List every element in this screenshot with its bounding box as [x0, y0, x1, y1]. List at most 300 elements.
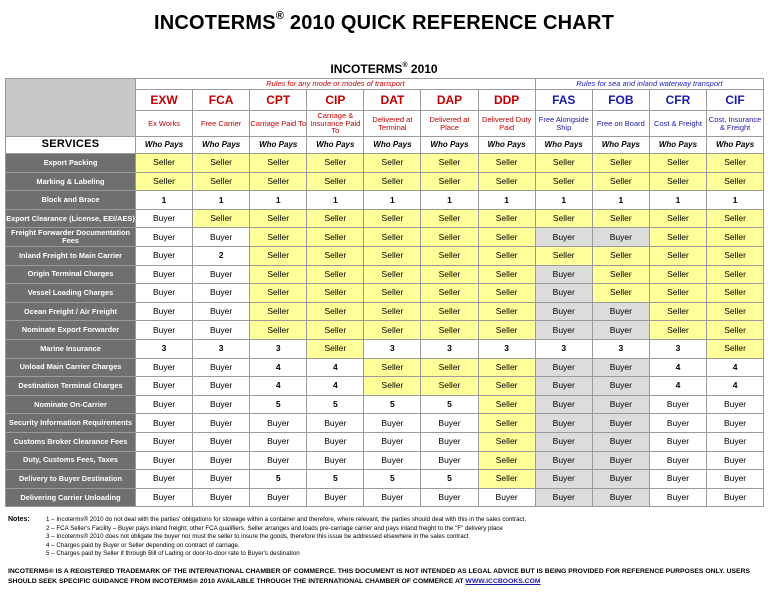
table-cell: 3 [535, 339, 592, 358]
term-code-cif: CIF [707, 90, 764, 111]
table-cell: Seller [535, 172, 592, 191]
table-cell: Buyer [535, 488, 592, 507]
who-pays-label: Who Pays [136, 137, 193, 154]
rules-sea-label: Rules for sea and inland waterway transport [535, 79, 763, 90]
table-cell: 3 [478, 339, 535, 358]
table-row [6, 451, 764, 470]
table-cell: Buyer [364, 432, 421, 451]
table-row [6, 265, 764, 284]
table-cell: Buyer [421, 414, 478, 433]
table-cell: Seller [421, 358, 478, 377]
table-cell: Seller [421, 172, 478, 191]
table-cell: Buyer [707, 451, 764, 470]
table-cell: Seller [307, 284, 364, 303]
registered-mark: ® [275, 10, 285, 22]
table-cell: Seller [307, 228, 364, 247]
table-cell: Buyer [193, 358, 250, 377]
table-cell: 1 [707, 191, 764, 210]
table-cell: Seller [478, 284, 535, 303]
table-cell: Seller [592, 265, 649, 284]
term-desc-ddp: Delivered Duty Paid [478, 111, 535, 137]
table-cell: Buyer [649, 488, 706, 507]
who-pays-label: Who Pays [307, 137, 364, 154]
term-desc-cfr: Cost & Freight [649, 111, 706, 137]
table-cell: 1 [478, 191, 535, 210]
table-cell: Seller [535, 209, 592, 228]
disclaimer-text: INCOTERMS® IS A REGISTERED TRADEMARK OF THE INTERNATIONAL CHAMBER OF COMMERCE. THIS DOCUMENT IS NOT INTENDED AS LEGAL ADVICE BUT IS BEING PROVIDED FOR REFERENCE PURPOSES ONLY. USERS SHOULD SEEK SPECIFIC GUIDANCE FROM INCOTERMS® 2010 AVAILABLE THROUGH THE INTERNATIONAL CHAMBER OF COMMERCE AT [8, 568, 751, 585]
table-cell: Seller [364, 284, 421, 303]
table-cell: Seller [421, 377, 478, 396]
table-cell: Buyer [592, 321, 649, 340]
service-label: Block and Brace [6, 191, 136, 210]
table-cell: Buyer [136, 395, 193, 414]
table-cell: Buyer [592, 488, 649, 507]
table-row [6, 321, 764, 340]
header-row [6, 137, 764, 154]
term-desc-cpt: Carriage Paid To [250, 111, 307, 137]
table-row [6, 432, 764, 451]
table-cell: Buyer [535, 302, 592, 321]
table-cell: 5 [307, 395, 364, 414]
term-code-exw: EXW [136, 90, 193, 111]
table-cell: Buyer [592, 377, 649, 396]
service-label: Customs Broker Clearance Fees [6, 432, 136, 451]
table-cell: Seller [649, 209, 706, 228]
table-cell: Buyer [707, 395, 764, 414]
note-line: 4 – Charges paid by Buyer or Seller depending on contract of carriage. [46, 541, 240, 549]
rules-any-mode-label: Rules for any mode or modes of transport [136, 79, 536, 90]
table-cell: Buyer [193, 414, 250, 433]
table-cell: Seller [592, 246, 649, 265]
table-cell: Buyer [193, 321, 250, 340]
table-cell: Seller [649, 265, 706, 284]
table-cell: Buyer [136, 321, 193, 340]
table-cell: Seller [421, 321, 478, 340]
table-cell: Seller [649, 302, 706, 321]
incoterms-table [5, 78, 764, 507]
term-desc-fca: Free Carrier [193, 111, 250, 137]
table-cell: Seller [421, 246, 478, 265]
table-cell: Buyer [592, 432, 649, 451]
service-label: Destination Terminal Charges [6, 377, 136, 396]
table-cell: Buyer [136, 228, 193, 247]
table-row [6, 209, 764, 228]
table-cell: Seller [478, 414, 535, 433]
table-cell: 1 [364, 191, 421, 210]
table-cell: Seller [707, 154, 764, 173]
term-desc-fas: Free Alongside Ship [535, 111, 592, 137]
table-cell: Buyer [592, 228, 649, 247]
table-cell: Seller [421, 209, 478, 228]
table-cell: 1 [592, 191, 649, 210]
table-cell: Buyer [535, 284, 592, 303]
table-cell: Buyer [193, 488, 250, 507]
table-cell: Seller [421, 302, 478, 321]
table-cell: Seller [707, 302, 764, 321]
table-cell: Buyer [535, 377, 592, 396]
table-cell: Seller [250, 154, 307, 173]
service-label: Ocean Freight / Air Freight [6, 302, 136, 321]
table-cell: Buyer [707, 414, 764, 433]
table-cell: Buyer [250, 488, 307, 507]
table-cell: Buyer [592, 395, 649, 414]
table-row [6, 302, 764, 321]
service-label: Origin Terminal Charges [6, 265, 136, 284]
table-cell: Buyer [364, 414, 421, 433]
table-cell: Seller [592, 209, 649, 228]
who-pays-label: Who Pays [478, 137, 535, 154]
table-cell: Seller [707, 172, 764, 191]
term-code-cip: CIP [307, 90, 364, 111]
service-label: Vessel Loading Charges [6, 284, 136, 303]
table-cell: 1 [421, 191, 478, 210]
table-cell: 1 [307, 191, 364, 210]
who-pays-label: Who Pays [649, 137, 706, 154]
table-cell: Buyer [136, 377, 193, 396]
table-row [6, 339, 764, 358]
table-cell: Buyer [136, 432, 193, 451]
table-cell: Buyer [307, 414, 364, 433]
table-cell: Seller [707, 339, 764, 358]
table-cell: Buyer [592, 414, 649, 433]
table-cell: Buyer [592, 451, 649, 470]
table-cell: Seller [307, 209, 364, 228]
table-cell: Buyer [136, 451, 193, 470]
table-cell: Buyer [250, 414, 307, 433]
table-row [6, 470, 764, 489]
title-text: INCOTERMS [153, 12, 276, 34]
table-cell: Seller [136, 172, 193, 191]
table-cell: Buyer [193, 451, 250, 470]
term-desc-cif: Cost, Insurance & Freight [707, 111, 764, 137]
table-cell: Buyer [250, 451, 307, 470]
table-cell: Seller [307, 265, 364, 284]
table-cell: Seller [250, 228, 307, 247]
corner-cell [6, 79, 136, 137]
table-cell: 4 [707, 377, 764, 396]
service-label: Unload Main Carrier Charges [6, 358, 136, 377]
table-cell: Buyer [193, 470, 250, 489]
table-cell: Seller [250, 246, 307, 265]
iccbooks-link[interactable]: WWW.ICCBOOKS.COM [465, 578, 541, 585]
table-cell: Seller [535, 154, 592, 173]
table-cell: Seller [364, 265, 421, 284]
table-cell: 5 [421, 470, 478, 489]
table-cell: 5 [250, 470, 307, 489]
table-cell: Seller [421, 265, 478, 284]
table-cell: Buyer [307, 432, 364, 451]
table-cell: 2 [193, 246, 250, 265]
table-cell: Seller [478, 265, 535, 284]
table-cell: Buyer [136, 470, 193, 489]
table-cell: Seller [364, 209, 421, 228]
chart-subtitle [0, 62, 768, 76]
table-cell: 3 [136, 339, 193, 358]
term-code-ddp: DDP [478, 90, 535, 111]
table-cell: Seller [421, 228, 478, 247]
table-cell: Seller [421, 284, 478, 303]
table-cell: Buyer [535, 470, 592, 489]
subtitle-text-rest: 2010 [407, 62, 438, 76]
table-cell: Seller [592, 172, 649, 191]
table-cell: Buyer [707, 432, 764, 451]
table-cell: Buyer [193, 265, 250, 284]
service-label: Nominate On-Carrier [6, 395, 136, 414]
table-cell: Buyer [649, 432, 706, 451]
table-cell: 3 [592, 339, 649, 358]
table-row [6, 246, 764, 265]
table-cell: Seller [364, 302, 421, 321]
table-row [6, 154, 764, 173]
table-cell: Seller [250, 284, 307, 303]
table-cell: 4 [250, 377, 307, 396]
table-cell: Buyer [136, 246, 193, 265]
term-desc-dap: Delivered at Place [421, 111, 478, 137]
table-cell: 3 [250, 339, 307, 358]
table-cell: Buyer [649, 414, 706, 433]
table-cell: Buyer [307, 451, 364, 470]
who-pays-label: Who Pays [535, 137, 592, 154]
table-row [6, 414, 764, 433]
table-cell: Buyer [421, 451, 478, 470]
service-label: Export Packing [6, 154, 136, 173]
table-cell: Buyer [136, 488, 193, 507]
table-cell: Seller [478, 377, 535, 396]
table-cell: Seller [364, 228, 421, 247]
table-cell: Seller [307, 154, 364, 173]
table-cell: 5 [364, 395, 421, 414]
table-cell: Seller [250, 321, 307, 340]
table-cell: 5 [421, 395, 478, 414]
who-pays-label: Who Pays [364, 137, 421, 154]
table-cell: Seller [307, 321, 364, 340]
table-cell: Buyer [136, 358, 193, 377]
table-cell: Seller [307, 246, 364, 265]
table-cell: Buyer [535, 265, 592, 284]
rules-row [6, 79, 764, 90]
service-label: Freight Forwarder Documentation Fees [6, 228, 136, 247]
notes-section [8, 516, 763, 559]
table-cell: Buyer [193, 395, 250, 414]
note-line: 3 – Incoterms® 2010 does not obligate the buyer nor must the seller to insure the goods, therefore this issue be addressed elsewhere in the sales contract [46, 533, 469, 540]
table-cell: 1 [535, 191, 592, 210]
term-code-cfr: CFR [649, 90, 706, 111]
title-text-rest: 2010 QUICK REFERENCE CHART [284, 12, 615, 34]
table-cell: Seller [193, 154, 250, 173]
table-cell: Buyer [136, 414, 193, 433]
table-cell: Buyer [193, 228, 250, 247]
service-label: Delivering Carrier Unloading [6, 488, 136, 507]
table-row [6, 358, 764, 377]
table-cell: Buyer [136, 302, 193, 321]
table-cell: Buyer [193, 302, 250, 321]
service-label: Duty, Customs Fees, Taxes [6, 451, 136, 470]
service-label: Inland Freight to Main Carrier [6, 246, 136, 265]
table-cell: Buyer [649, 395, 706, 414]
table-cell: Buyer [592, 302, 649, 321]
table-row [6, 228, 764, 247]
table-cell: 3 [421, 339, 478, 358]
table-cell: Buyer [421, 488, 478, 507]
table-cell: Seller [250, 302, 307, 321]
registered-mark: ® [402, 62, 408, 69]
table-cell: 5 [307, 470, 364, 489]
table-cell: Buyer [592, 358, 649, 377]
note-line: 1 – Incoterms® 2010 do not deal with the parties' obligations for stowage within a container and therefore, where relevant, the parties should deal with this in the sales contract. [46, 516, 527, 523]
term-desc-fob: Free on Board [592, 111, 649, 137]
table-cell: Seller [364, 321, 421, 340]
table-row [6, 395, 764, 414]
table-cell: Buyer [364, 488, 421, 507]
table-cell: 3 [649, 339, 706, 358]
table-cell: Seller [592, 154, 649, 173]
table-cell: Seller [535, 246, 592, 265]
table-cell: 4 [307, 377, 364, 396]
notes-label: Notes: [8, 516, 30, 523]
service-label: Nominate Export Forwarder [6, 321, 136, 340]
term-code-fas: FAS [535, 90, 592, 111]
table-cell: 5 [250, 395, 307, 414]
table-cell: Seller [478, 358, 535, 377]
who-pays-label: Who Pays [592, 137, 649, 154]
note-line: 2 – FCA Seller's Facility – Buyer pays inland freight; other FCA qualifiers. Seller arranges and loads pre-carriage carrier and pays inland freight to the "F" delivery place [46, 524, 503, 532]
table-cell: Seller [364, 246, 421, 265]
table-cell: 5 [364, 470, 421, 489]
table-cell: Seller [478, 432, 535, 451]
table-cell: 1 [193, 191, 250, 210]
table-cell: 4 [250, 358, 307, 377]
table-cell: Seller [707, 265, 764, 284]
table-cell: Seller [478, 302, 535, 321]
table-cell: Buyer [364, 451, 421, 470]
table-cell: 4 [649, 358, 706, 377]
table-cell: Seller [707, 246, 764, 265]
table-cell: 3 [193, 339, 250, 358]
table-cell: Seller [364, 154, 421, 173]
table-cell: Seller [478, 209, 535, 228]
term-code-dat: DAT [364, 90, 421, 111]
table-cell: Seller [707, 209, 764, 228]
table-cell: Buyer [535, 451, 592, 470]
table-cell: Buyer [649, 451, 706, 470]
table-cell: Buyer [421, 432, 478, 451]
table-row [6, 377, 764, 396]
disclaimer [8, 567, 763, 587]
table-row [6, 284, 764, 303]
table-cell: Buyer [250, 432, 307, 451]
service-label: Export Clearance (License, EEI/AES) [6, 209, 136, 228]
term-code-dap: DAP [421, 90, 478, 111]
table-cell: Seller [707, 321, 764, 340]
table-cell: Seller [136, 154, 193, 173]
service-label: Marine Insurance [6, 339, 136, 358]
table-cell: Seller [250, 265, 307, 284]
table-cell: Buyer [535, 414, 592, 433]
table-cell: Seller [478, 321, 535, 340]
table-cell: Seller [707, 228, 764, 247]
table-cell: Buyer [193, 377, 250, 396]
table-cell: Seller [649, 321, 706, 340]
table-cell: Seller [250, 209, 307, 228]
table-cell: Seller [478, 470, 535, 489]
table-cell: 4 [649, 377, 706, 396]
table-cell: 4 [307, 358, 364, 377]
table-cell: Seller [649, 228, 706, 247]
table-cell: Seller [250, 172, 307, 191]
note-line: 5 – Charges paid by Seller if through Bill of Lading or door-to-door rate to Buyer's destination [46, 550, 300, 557]
table-cell: Seller [307, 172, 364, 191]
table-cell: Buyer [535, 358, 592, 377]
table-row [6, 191, 764, 210]
table-cell: Buyer [136, 265, 193, 284]
table-cell: 3 [364, 339, 421, 358]
table-cell: 1 [649, 191, 706, 210]
who-pays-label: Who Pays [707, 137, 764, 154]
table-cell: Buyer [478, 488, 535, 507]
table-cell: 4 [707, 358, 764, 377]
services-header: SERVICES [6, 137, 136, 154]
table-cell: Buyer [193, 284, 250, 303]
table-cell: Seller [478, 228, 535, 247]
table-cell: Seller [193, 172, 250, 191]
table-row [6, 172, 764, 191]
table-cell: Seller [364, 377, 421, 396]
term-code-fca: FCA [193, 90, 250, 111]
table-cell: Seller [478, 154, 535, 173]
table-cell: Seller [592, 284, 649, 303]
table-cell: Buyer [136, 284, 193, 303]
table-row [6, 488, 764, 507]
page-title [0, 12, 768, 35]
table-cell: Buyer [535, 228, 592, 247]
table-cell: Seller [478, 451, 535, 470]
table-cell: 1 [136, 191, 193, 210]
table-cell: Buyer [535, 432, 592, 451]
who-pays-label: Who Pays [193, 137, 250, 154]
table-cell: Seller [307, 339, 364, 358]
term-desc-dat: Delivered at Terminal [364, 111, 421, 137]
table-cell: Seller [364, 172, 421, 191]
table-cell: Seller [649, 172, 706, 191]
table-cell: Seller [649, 246, 706, 265]
service-label: Security Information Requirements [6, 414, 136, 433]
table-cell: Buyer [136, 209, 193, 228]
term-desc-exw: Ex Works [136, 111, 193, 137]
notes-lines [8, 516, 763, 559]
table-cell: Buyer [707, 470, 764, 489]
table-cell: Seller [649, 154, 706, 173]
who-pays-label: Who Pays [250, 137, 307, 154]
who-pays-label: Who Pays [421, 137, 478, 154]
table-cell: Buyer [707, 488, 764, 507]
term-code-fob: FOB [592, 90, 649, 111]
table-cell: Buyer [649, 470, 706, 489]
table-cell: Seller [307, 302, 364, 321]
term-desc-cip: Carriage & Insurance Paid To [307, 111, 364, 137]
table-cell: 1 [250, 191, 307, 210]
table-cell: Seller [193, 209, 250, 228]
subtitle-text: INCOTERMS [330, 62, 403, 76]
term-code-cpt: CPT [250, 90, 307, 111]
table-cell: Buyer [535, 395, 592, 414]
table-cell: Seller [478, 172, 535, 191]
table-body [6, 79, 764, 507]
table-cell: Seller [478, 395, 535, 414]
table-cell: Buyer [307, 488, 364, 507]
table-cell: Buyer [535, 321, 592, 340]
table-cell: Seller [421, 154, 478, 173]
table-cell: Seller [478, 246, 535, 265]
